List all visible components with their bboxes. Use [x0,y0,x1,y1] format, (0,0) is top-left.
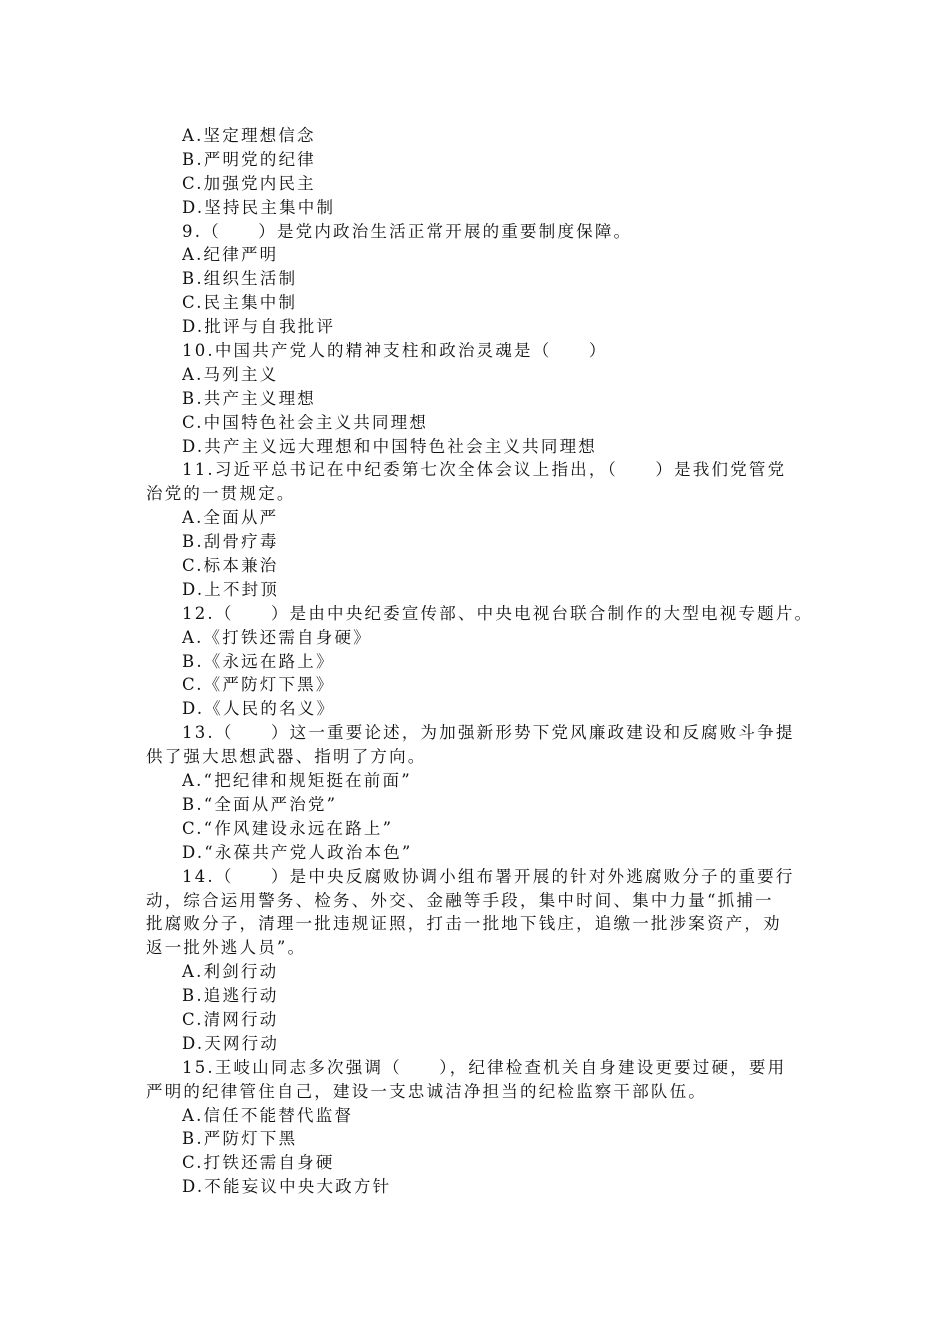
answer-option: B.“全面从严治党” [182,794,338,814]
answer-option: D.共产主义远大理想和中国特色社会主义共同理想 [182,436,597,456]
answer-option: C.中国特色社会主义共同理想 [182,412,429,432]
answer-option: A.纪律严明 [182,245,279,265]
answer-option: B.刮骨疗毒 [182,532,279,552]
question-continuation: 治党的一贯规定。 [146,484,296,504]
question-text: 10.中国共产党人的精神支柱和政治灵魂是（ ） [182,341,608,361]
answer-option: D.上不封顶 [182,579,280,599]
answer-option: B.《永远在路上》 [182,651,335,671]
answer-option: D.《人民的名义》 [182,699,336,719]
question-continuation: 返一批外逃人员”。 [146,938,307,958]
answer-option: A.坚定理想信念 [182,126,316,145]
answer-option: B.组织生活制 [182,269,298,289]
answer-option: B.追逃行动 [182,986,279,1006]
answer-option: A.马列主义 [182,364,279,384]
answer-option: A.“把纪律和规矩挺在前面” [182,771,412,791]
answer-option: B.严防灯下黑 [182,1129,298,1149]
answer-option: C.加强党内民主 [182,173,316,193]
answer-option: B.共产主义理想 [182,388,316,408]
question-continuation: 严明的纪律管住自己，建设一支忠诚洁净担当的纪检监察干部队伍。 [146,1081,707,1101]
answer-option: B.严明党的纪律 [182,149,316,169]
answer-option: C.清网行动 [182,1009,279,1029]
question-text: 12.（ ）是由中央纪委宣传部、中央电视台联合制作的大型电视专题片。 [182,603,814,623]
answer-option: D.批评与自我批评 [182,317,336,337]
answer-option: A.全面从严 [182,508,279,528]
answer-option: A.利剑行动 [182,962,279,982]
answer-option: C.“作风建设永远在路上” [182,818,394,838]
document-page [0,124,950,1199]
question-text: 9.（ ）是党内政治生活正常开展的重要制度保障。 [182,221,633,241]
question-text: 15.王岐山同志多次强调（ ），纪律检查机关自身建设更要过硬，要用 [182,1057,787,1077]
answer-option: C.标本兼治 [182,556,279,576]
question-text: 13.（ ）这一重要论述，为加强新形势下党风廉政建设和反腐败斗争提 [182,723,795,743]
question-text: 14.（ ）是中央反腐败协调小组布署开展的针对外逃腐败分子的重要行 [182,866,795,886]
answer-option: D.天网行动 [182,1033,280,1053]
answer-option: C.民主集中制 [182,293,298,313]
question-continuation: 批腐败分子，清理一批违规证照，打击一批地下钱庄，追缴一批涉案资产，劝 [146,914,782,934]
answer-option: C.打铁还需自身硬 [182,1153,335,1173]
question-continuation: 供了强大思想武器、指明了方向。 [146,747,427,767]
answer-option: D.坚持民主集中制 [182,197,336,217]
answer-option: D.“永葆共产党人政治本色” [182,842,413,862]
question-text: 11.习近平总书记在中纪委第七次全体会议上指出，（ ）是我们党管党 [182,460,787,480]
answer-option: A.《打铁还需自身硬》 [182,627,372,647]
answer-option: C.《严防灯下黑》 [182,675,335,695]
answer-option: A.信任不能替代监督 [182,1105,354,1125]
answer-option: D.不能妄议中央大政方针 [182,1177,392,1197]
question-continuation: 动，综合运用警务、检务、外交、金融等手段，集中时间、集中力量“抓捕一 [146,890,774,910]
